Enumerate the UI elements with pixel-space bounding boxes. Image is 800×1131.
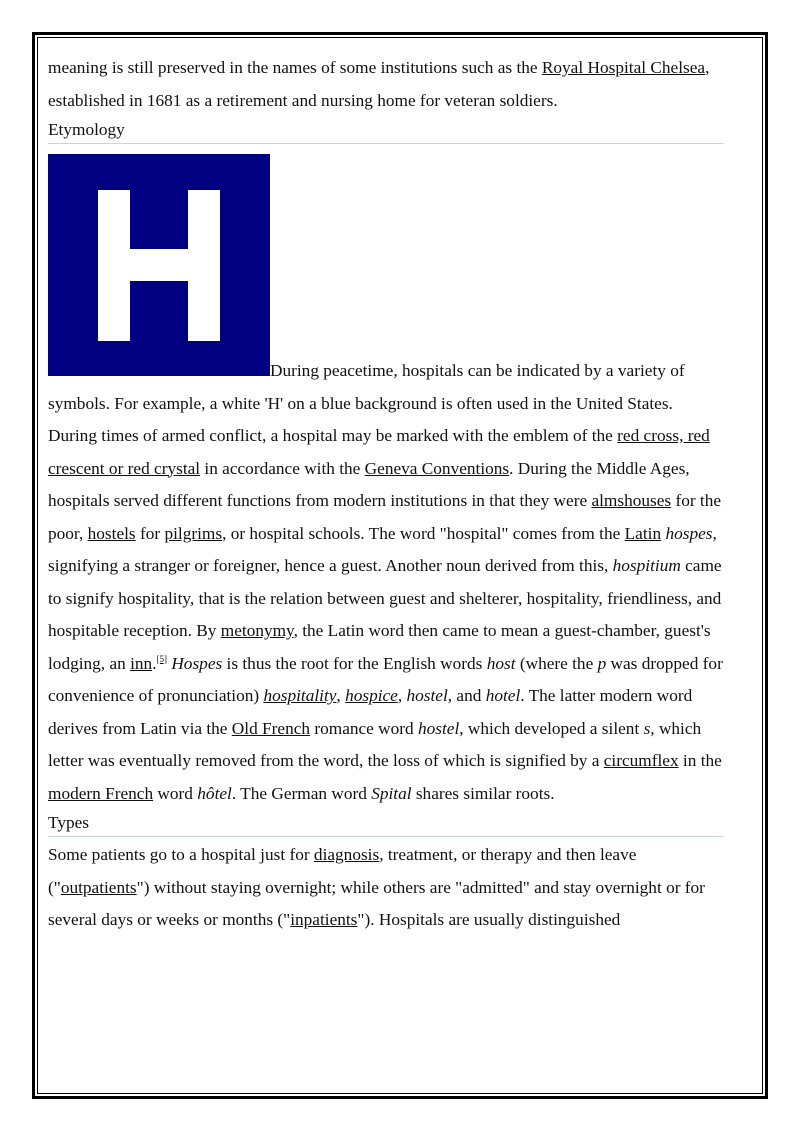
- link-hospitality[interactable]: hospitality: [263, 686, 337, 705]
- text-run: .: [152, 653, 157, 673]
- text-run: ") without staying overnight; while others are "admitted" and stay overnight or for several days or weeks or months (": [48, 877, 705, 929]
- italic-term: host: [486, 653, 516, 673]
- link-pilgrims[interactable]: pilgrims: [164, 523, 223, 543]
- text-run: came to signify hospitality, that is the relation between guest and shelterer, hospitality, friendliness, and hospitable reception. By: [48, 556, 722, 640]
- link-inpatients[interactable]: inpatients: [290, 910, 358, 929]
- text-run: for the poor,: [48, 491, 722, 543]
- link-red-cross[interactable]: red cross, red crescent or red crystal: [48, 426, 710, 478]
- link-metonymy[interactable]: metonymy: [220, 621, 294, 640]
- text-run: (where the: [515, 653, 598, 673]
- italic-term: Spital: [371, 783, 412, 803]
- italic-term: Hospes: [171, 653, 223, 673]
- italic-term: hotel: [485, 686, 521, 705]
- text-run: . During the Middle Ages, hospitals served different functions from modern institutions in that they were: [48, 458, 690, 510]
- text-run: in accordance with the: [200, 458, 365, 478]
- text-run: for: [135, 523, 165, 543]
- text-run: "). Hospitals are usually distinguished: [357, 910, 621, 929]
- link-modern-french[interactable]: modern French: [48, 783, 154, 803]
- text-run: , which letter was eventually removed from the word, the loss of which is signified by a: [48, 718, 702, 770]
- text-run: in the: [678, 751, 722, 770]
- text-run: ,: [336, 686, 346, 705]
- etymology-paragraph: [48, 154, 724, 810]
- text-run: , established in 1681 as a retirement and nursing home for veteran soldiers.: [48, 58, 710, 110]
- link-latin[interactable]: Latin: [624, 523, 662, 543]
- link-outpatients[interactable]: outpatients: [60, 877, 137, 897]
- link-hospice[interactable]: hospice: [345, 686, 398, 705]
- text-run: During peacetime, hospitals can be indicated by a variety of symbols. For example, a white 'H' on a blue background is often used in the United States. During times of armed conflict, a hospital may be marked with the emblem of the: [48, 361, 685, 445]
- italic-term: hospes: [665, 523, 713, 543]
- italic-term: hospitium: [612, 556, 681, 575]
- section-heading-etymology: Etymology: [48, 117, 724, 144]
- text-run: meaning is still preserved in the names of some institutions such as the: [48, 58, 542, 77]
- italic-term: hostel: [418, 718, 460, 738]
- link-old-french[interactable]: Old French: [231, 718, 311, 738]
- text-run: , and: [447, 686, 486, 705]
- text-run: Some patients go to a hospital just for: [48, 845, 314, 864]
- text-run: ,: [397, 686, 407, 705]
- italic-term: p: [597, 653, 607, 673]
- link-hostels[interactable]: hostels: [87, 523, 136, 543]
- link-diagnosis[interactable]: diagnosis: [313, 845, 380, 864]
- link-inn[interactable]: inn: [130, 653, 153, 673]
- hospital-h-sign-icon: [48, 154, 270, 376]
- text-run: , the Latin word then came to mean a guest-chamber, guest's lodging, an: [48, 621, 711, 673]
- text-run: was dropped for convenience of pronunciation): [48, 653, 723, 705]
- text-run: is thus the root for the English words: [222, 653, 487, 673]
- italic-term: hostel: [406, 686, 448, 705]
- section-heading-types: Types: [48, 810, 724, 837]
- text-run: , or hospital schools. The word "hospital" comes from the: [222, 523, 625, 543]
- text-run: , which developed a silent: [459, 718, 644, 738]
- intro-paragraph: [48, 52, 724, 117]
- types-paragraph: [48, 839, 724, 937]
- reference-link-5[interactable]: [5]: [156, 653, 167, 664]
- text-run: , signifying a stranger or foreigner, hence a guest. Another noun derived from this,: [48, 523, 717, 575]
- text-run: romance word: [310, 718, 418, 738]
- text-run: word: [153, 783, 198, 803]
- document-content: [48, 52, 724, 937]
- italic-term: s: [643, 718, 651, 738]
- link-royal-hospital-chelsea[interactable]: Royal Hospital Chelsea: [541, 58, 706, 77]
- link-circumflex[interactable]: circumflex: [603, 751, 679, 770]
- link-geneva-conventions[interactable]: Geneva Conventions: [364, 458, 510, 478]
- italic-term: hôtel: [197, 783, 232, 803]
- text-run: shares similar roots.: [411, 783, 555, 803]
- text-run: . The German word: [231, 783, 372, 803]
- text-run: , treatment, or therapy and then leave (": [48, 845, 637, 897]
- link-almshouses[interactable]: almshouses: [591, 491, 672, 510]
- text-run: . The latter modern word derives from Latin via the: [48, 686, 693, 738]
